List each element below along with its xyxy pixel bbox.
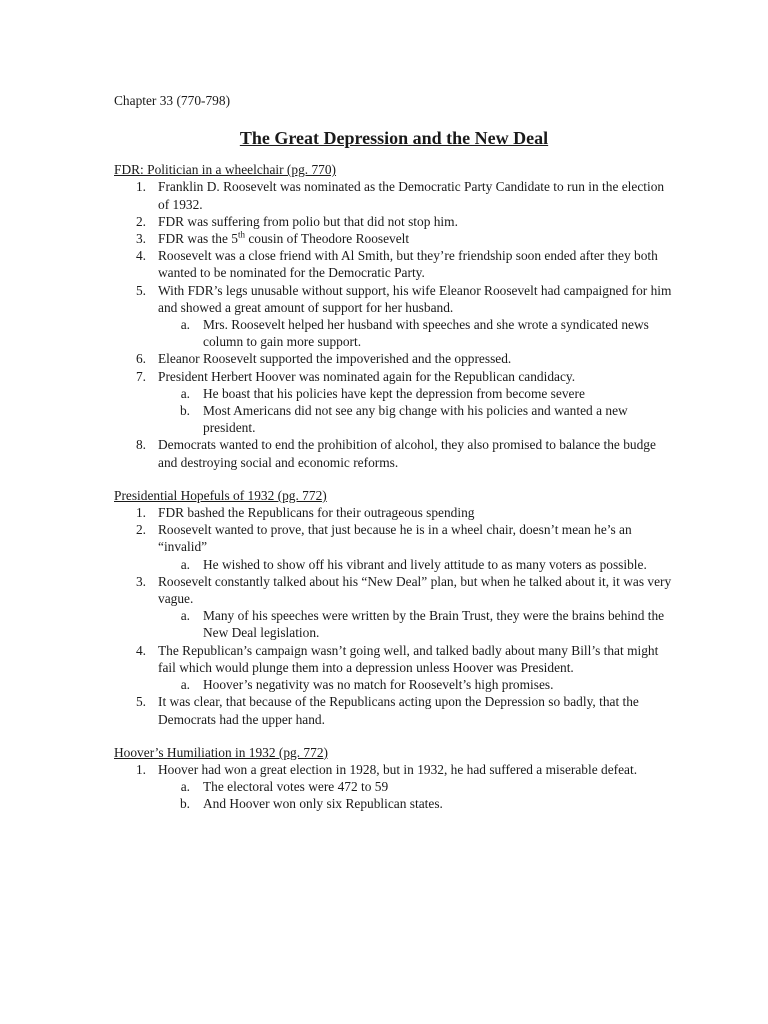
section	[114, 487, 674, 728]
item-text: Eleanor Roosevelt supported the impoverished and the oppressed.	[158, 351, 512, 367]
item-number: 4.	[135, 642, 146, 658]
document-page	[114, 92, 674, 813]
sub-item-letter: a.	[180, 556, 190, 572]
chapter-label: Chapter 33 (770-798)	[114, 93, 231, 108]
item-text: Democrats wanted to end the prohibition of alcohol, they also promised to balance the budge and destroying social and economic reforms.	[158, 437, 656, 470]
list-item	[114, 693, 674, 727]
item-text: FDR bashed the Republicans for their outrageous spending	[158, 505, 475, 521]
item-number: 2.	[135, 213, 146, 229]
sub-item	[114, 402, 674, 436]
sub-item-letter: b.	[179, 403, 190, 419]
sub-item-letter: a.	[180, 385, 190, 401]
section-heading: FDR: Politician in a wheelchair (pg. 770)	[114, 162, 337, 178]
item-text: It was clear, that because of the Republicans acting upon the Depression so badly, that the Democrats had the upper hand.	[158, 694, 639, 727]
item-number: 7.	[135, 368, 146, 384]
item-number: 1.	[135, 505, 146, 521]
item-text: Hoover had won a great election in 1928, but in 1932, he had suffered a miserable defeat.	[158, 761, 638, 777]
sub-item-text: Most Americans did not see any big change with his policies and wanted a new president.	[203, 403, 628, 436]
item-text: Roosevelt constantly talked about his “New Deal” plan, but when he talked about it, it was very vague.	[158, 573, 672, 607]
sub-item-letter: a.	[180, 317, 190, 333]
sub-list	[158, 316, 674, 350]
sub-list	[158, 778, 674, 812]
sub-item-letter: b.	[179, 796, 190, 812]
section	[114, 161, 674, 471]
numbered-list	[114, 504, 674, 728]
list-item	[114, 761, 674, 813]
sub-item-letter: a.	[180, 677, 190, 693]
sub-item	[114, 385, 674, 402]
sub-list	[158, 607, 674, 641]
document-title: The Great Depression and the New Deal	[239, 128, 549, 149]
sub-item-text: He wished to show off his vibrant and lively attitude to as many voters as possible.	[203, 556, 647, 572]
sub-item	[114, 607, 674, 641]
item-number: 3.	[135, 231, 146, 247]
sub-item-text: He boast that his policies have kept the depression from become severe	[203, 385, 585, 401]
list-item	[114, 230, 674, 247]
sub-item	[114, 676, 674, 693]
list-item	[114, 282, 674, 351]
item-number: 1.	[135, 179, 146, 195]
superscript: th	[237, 229, 245, 240]
item-text-tail: cousin of Theodore Roosevelt	[245, 231, 410, 247]
item-number: 5.	[135, 694, 146, 710]
sub-item-text: Hoover’s negativity was no match for Roosevelt’s high promises.	[203, 677, 554, 693]
list-item	[114, 213, 674, 230]
list-item	[114, 642, 674, 694]
numbered-list	[114, 178, 674, 470]
item-number: 8.	[135, 437, 146, 453]
list-item	[114, 504, 674, 521]
sub-list	[158, 385, 674, 437]
sub-item	[114, 778, 674, 795]
section-heading: Hoover’s Humiliation in 1932 (pg. 772)	[114, 744, 328, 760]
list-item	[114, 178, 674, 212]
list-item	[114, 368, 674, 437]
item-number: 5.	[135, 282, 146, 298]
list-item	[114, 350, 674, 367]
list-item	[114, 573, 674, 642]
item-number: 6.	[135, 351, 146, 367]
item-text: FDR was suffering from polio but that did not stop him.	[158, 213, 458, 229]
sub-item-text: And Hoover won only six Republican states.	[203, 796, 443, 812]
section-heading: Presidential Hopefuls of 1932 (pg. 772)	[114, 487, 327, 503]
item-text: Roosevelt wanted to prove, that just because he is in a wheel chair, doesn’t mean he’s an “invalid”	[158, 522, 632, 555]
item-text: Roosevelt was a close friend with Al Smith, but they’re friendship soon ended after they both wanted to be nominated for the Democratic Party.	[158, 248, 658, 281]
sub-item-text: Mrs. Roosevelt helped her husband with speeches and she wrote a syndicated news column to gain more support.	[203, 317, 649, 350]
sections-container	[114, 161, 674, 812]
numbered-list	[114, 761, 674, 813]
sub-item	[114, 795, 674, 812]
item-number: 1.	[135, 761, 146, 777]
sub-item-text: Many of his speeches were written by the Brain Trust, they were the brains behind the New Deal legislation.	[203, 608, 665, 641]
list-item	[114, 436, 674, 470]
sub-item	[114, 316, 674, 350]
item-text: President Herbert Hoover was nominated again for the Republican candidacy.	[158, 368, 576, 384]
item-text: With FDR’s legs unusable without support, his wife Eleanor Roosevelt had campaigned for him and showed a great amount of support for her husband.	[158, 282, 672, 315]
sub-item	[114, 556, 674, 573]
item-text: Franklin D. Roosevelt was nominated as the Democratic Party Candidate to run in the election of 1932.	[158, 179, 665, 212]
item-text: FDR was the 5	[158, 231, 238, 247]
item-number: 3.	[135, 573, 146, 589]
sub-item-letter: a.	[180, 608, 190, 624]
item-number: 4.	[135, 248, 146, 264]
item-number: 2.	[135, 522, 146, 538]
sub-item-text: The electoral votes were 472 to 59	[203, 779, 389, 795]
sub-item-letter: a.	[180, 779, 190, 795]
sub-list	[158, 556, 674, 573]
list-item	[114, 247, 674, 281]
sub-list	[158, 676, 674, 693]
list-item	[114, 521, 674, 573]
section	[114, 744, 674, 813]
item-text: The Republican’s campaign wasn’t going well, and talked badly about many Bill’s that might fail which would plunge them into a depression unless Hoover was President.	[158, 642, 659, 675]
